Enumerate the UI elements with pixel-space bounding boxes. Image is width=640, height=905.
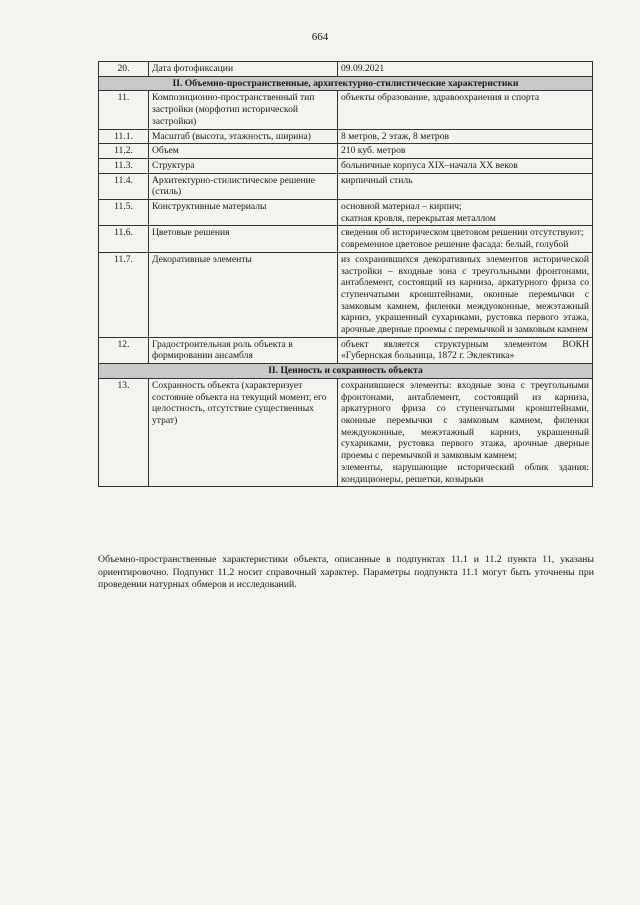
value-paragraph: сохранившиеся элементы: входные зона с треугольными фронтонами, антаблемент, состоящий из карниза, аркатурного фриза со ступенчатыми кронштейнами, оконные перемычки с замковым камнем, филенки междуоконные, межэтажный карниз, украшенный сухариками, рустовка первого этажа, арочные дверные проемы с перемычкой и замковым камнем; <box>341 379 589 462</box>
table-row <box>99 62 593 77</box>
row-number: 11.3. <box>99 158 149 173</box>
value-paragraph: современное цветовое решение фасада: белый, голубой <box>341 239 569 251</box>
table-row <box>99 129 593 144</box>
section-header <box>99 76 593 91</box>
table-row <box>99 173 593 199</box>
value-paragraph: скатная кровля, перекрытая металлом <box>341 212 496 224</box>
row-number: 12. <box>99 337 149 363</box>
row-value: 09.09.2021 <box>338 62 593 77</box>
row-number: 13. <box>99 378 149 486</box>
table-row <box>99 158 593 173</box>
row-value: объект является структурным элементом ВОКН «Губернская больница, 1872 г. Эклектика» <box>338 337 593 363</box>
row-value <box>338 226 593 252</box>
table-row <box>99 252 593 337</box>
table-row <box>99 144 593 159</box>
row-name: Градостроительная роль объекта в формировании ансамбля <box>149 337 338 363</box>
row-number: 11.2. <box>99 144 149 159</box>
page-number: 664 <box>311 31 329 43</box>
section-title: II. Ценность и сохранность объекта <box>99 364 593 379</box>
row-number: 11.6. <box>99 226 149 252</box>
row-name: Декоративные элементы <box>149 252 338 337</box>
row-number: 20. <box>99 62 149 77</box>
row-name: Композиционно-пространственный тип застройки (морфотип исторической застройки) <box>149 91 338 129</box>
row-value: объекты образование, здравоохранения и спорта <box>338 91 593 129</box>
table-row <box>99 200 593 226</box>
row-value <box>338 200 593 226</box>
row-value: больничные корпуса XIX–начала XX веков <box>338 158 593 173</box>
row-value: 210 куб. метров <box>338 144 593 159</box>
row-name: Конструктивные материалы <box>149 200 338 226</box>
table-row <box>99 91 593 129</box>
table-row <box>99 226 593 252</box>
value-paragraph: основной материал – кирпич; <box>341 201 462 213</box>
section-title: II. Объемно-пространственные, архитектурно-стилистические характеристики <box>99 76 593 91</box>
row-name: Архитектурно-стилистическое решение (стиль) <box>149 173 338 199</box>
row-name: Дата фотофиксации <box>149 62 338 77</box>
table-row <box>99 337 593 363</box>
row-number: 11. <box>99 91 149 129</box>
row-number: 11.5. <box>99 200 149 226</box>
characteristics-table <box>98 61 593 487</box>
row-name: Цветовые решения <box>149 226 338 252</box>
row-number: 11.1. <box>99 129 149 144</box>
row-value: из сохранившихся декоративных элементов исторической застройки – входные зона с треугольными фронтонами, антаблемент, состоящий из карниза, аркатурного фриза со ступенчатыми кронштейнами, оконные перемычки с замковым камнем, филенки междуоконные, межэтажный карниз, украшенный сухариками, рустовка первого этажа, арочные дверные проемы с перемычкой и замковым камнем <box>338 252 593 337</box>
row-number: 11.7. <box>99 252 149 337</box>
row-name: Масштаб (высота, этажность, ширина) <box>149 129 338 144</box>
row-value <box>338 378 593 486</box>
section-header <box>99 364 593 379</box>
row-number: 11.4. <box>99 173 149 199</box>
row-value: 8 метров, 2 этаж, 8 метров <box>338 129 593 144</box>
value-paragraph: сведения об историческом цветовом решении отсутствуют; <box>341 227 584 239</box>
value-paragraph: элементы, нарушающие исторический облик здания: кондиционеры, решетки, козырьки <box>341 461 589 485</box>
row-name: Сохранность объекта (характеризует состояние объекта на текущий момент, его целостность, отсутствие существенных утрат) <box>149 378 338 486</box>
row-name: Объем <box>149 144 338 159</box>
row-value: кирпичный стиль <box>338 173 593 199</box>
row-name: Структура <box>149 158 338 173</box>
footnote-paragraph: Объемно-пространственные характеристики объекта, описанные в подпунктах 11.1 и 11.2 пункта 11, указаны ориентировочно. Подпункт 11.2 носит справочный характер. Параметры подпункта 11.1 могут быть уточнены при проведении натурных обмеров и исследований. <box>98 554 594 591</box>
table-row <box>99 378 593 486</box>
